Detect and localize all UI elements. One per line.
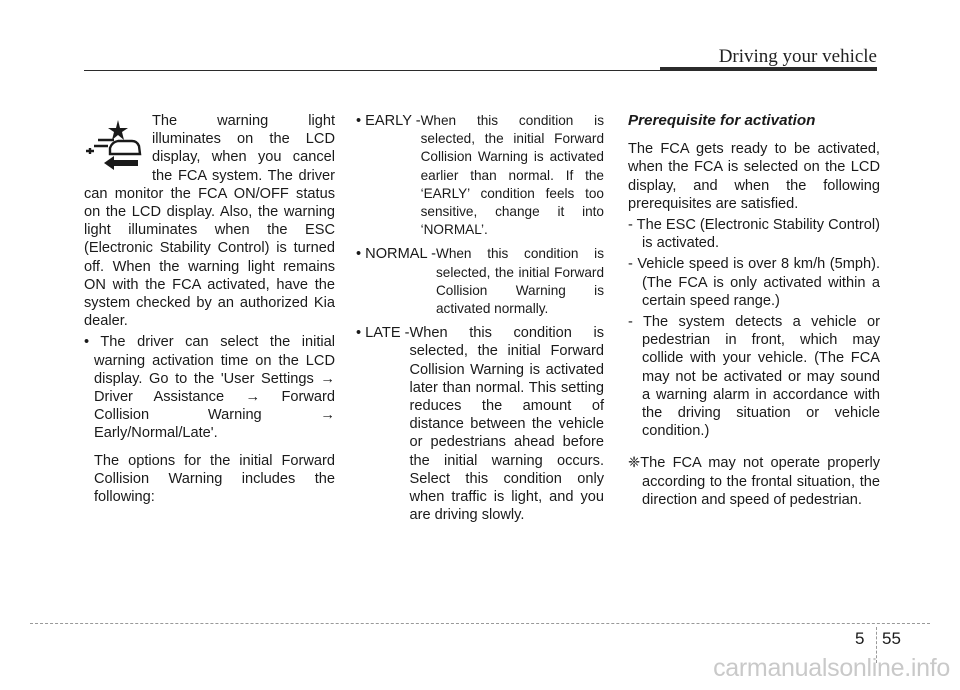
prerequisite-item-detect: - The system detects a vehicle or pedestrian in front, which may collide with your vehicle. (The FCA may not be activated or may sound a warning alarm in accordance with the driving situation or vehicle condition.) bbox=[628, 314, 880, 440]
watermark: carmanualsonline.info bbox=[713, 654, 950, 682]
page-number: 55 bbox=[882, 629, 901, 648]
option-late-label: • LATE - bbox=[356, 325, 410, 342]
section-title: Driving your vehicle bbox=[718, 46, 877, 67]
chapter-number: 5 bbox=[855, 629, 865, 648]
option-normal-text: When this condition is selected, the initial Forward Collision Warning is activated normally. bbox=[435, 246, 604, 317]
header-rule-accent bbox=[660, 67, 877, 71]
prerequisite-intro: The FCA gets ready to be activated, when the FCA is selected on the LCD display, and when the following prerequisites are satisfied. bbox=[628, 141, 880, 212]
prerequisite-item-speed: - Vehicle speed is over 8 km/h (5mph). (The FCA is only activated within a certain speed range.) bbox=[628, 256, 880, 309]
footer-rule bbox=[30, 623, 930, 624]
fca-warning-icon bbox=[84, 118, 142, 170]
option-normal-label: • NORMAL - bbox=[356, 246, 436, 263]
column-3 bbox=[628, 112, 880, 509]
option-normal bbox=[356, 245, 604, 318]
option-early-label: • EARLY - bbox=[356, 113, 421, 129]
options-intro: The options for the initial Forward Collision Warning includes the following: bbox=[94, 452, 335, 506]
intro-paragraph: The warning light illuminates on the LCD display, when you cancel the FCA system. The driver can monitor the FCA ON/OFF status on the LCD display. Also, the warning light illuminates when the ESC (Electronic Stability Control) is turned off. When the warning light remains ON with the FCA activated, have the system checked by an authorized Kia dealer. bbox=[84, 113, 335, 330]
option-early bbox=[356, 112, 604, 239]
option-early-text: When this condition is selected, the initial Forward Collision Warning is activated earlier than normal. If the ‘EARLY’ condition feels too sensitive, change it into ‘NORMAL’. bbox=[420, 113, 604, 238]
column-1 bbox=[84, 112, 335, 506]
prerequisite-heading: Prerequisite for activation bbox=[628, 112, 816, 129]
column-2 bbox=[356, 112, 604, 530]
option-late-text: When this condition is selected, the initial Forward Collision Warning is activated later than normal. This setting reduces the amount of distance between the vehicle or pedestrians ahead before the initial warning occurs. Select this condition only when traffic is light, and you are driving slowly. bbox=[409, 325, 604, 524]
option-late bbox=[356, 324, 604, 524]
header-rule bbox=[84, 70, 662, 71]
prerequisite-item-esc: - The ESC (Electronic Stability Control) is activated. bbox=[628, 217, 880, 252]
note-paragraph: ❈The FCA may not operate properly according to the frontal situation, the direction and speed of pedestrian. bbox=[628, 455, 880, 508]
bullet-user-settings: • The driver can select the initial warning activation time on the LCD display. Go to the 'User Settings → Driver Assistance → Forward Collision Warning → Early/Normal/Late'. bbox=[84, 334, 335, 442]
